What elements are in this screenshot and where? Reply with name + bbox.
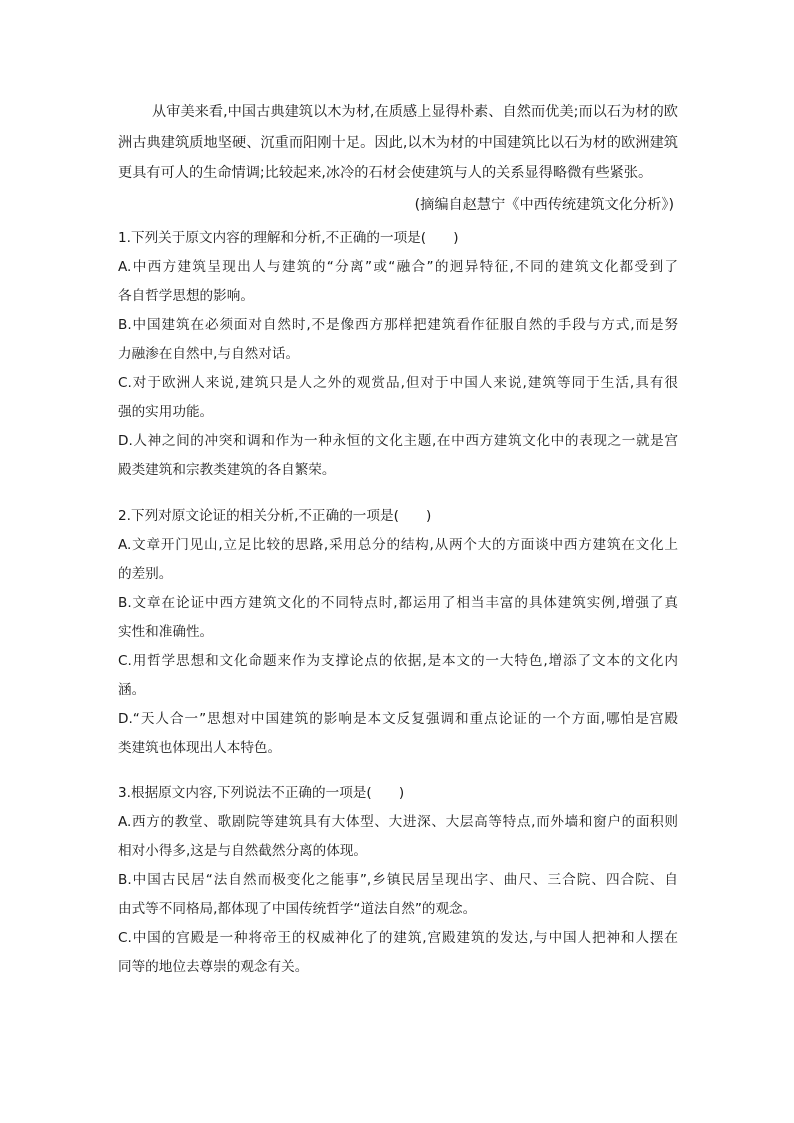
passage-paragraph: [118, 97, 678, 189]
option-line: A.中西方建筑呈现出人与建筑的“分离”或“融合”的迥异特征,不同的建筑文化都受到了: [118, 259, 678, 275]
option-line: 同等的地位去尊崇的观念有关。: [118, 959, 309, 975]
passage-line: 洲古典建筑质地坚硬、沉重而阳刚十足。因此,以木为材的中国建筑比以石为材的欧洲建筑: [118, 134, 678, 151]
question-3: [118, 779, 678, 982]
option-line: D.“天人合一”思想对中国建筑的影响是本文反复强调和重点论证的一个方面,哪怕是宫殿: [118, 711, 678, 727]
option-d: [118, 705, 678, 763]
option-c: [118, 647, 678, 705]
passage-line: 从审美来看,中国古典建筑以木为材,在质感上显得朴素、自然而优美;而以石为材的欧: [152, 104, 678, 120]
option-line: 涵。: [118, 682, 146, 698]
option-line: 强的实用功能。: [118, 404, 214, 420]
option-a: [118, 531, 678, 589]
question-stem: 2.下列对原文论证的相关分析,不正确的一项是( ): [118, 508, 432, 524]
option-line: C.对于欧洲人来说,建筑只是人之外的观赏品,但对于中国人来说,建筑等同于生活,具有很: [118, 375, 678, 391]
question-stem: 1.下列关于原文内容的理解和分析,不正确的一项是( ): [118, 230, 459, 246]
option-line: C.用哲学思想和文化命题来作为支撑论点的依据,是本文的一大特色,增添了文本的文化内: [118, 653, 678, 669]
option-b: [118, 311, 678, 369]
option-a: [118, 808, 678, 866]
question-stem: 3.根据原文内容,下列说法不正确的一项是( ): [118, 785, 405, 801]
passage-line: 更具有可人的生命情调;比较起来,冰冷的石材会使建筑与人的关系显得略微有些紧张。: [118, 165, 653, 181]
option-line: B.文章在论证中西方建筑文化的不同特点时,都运用了相当丰富的具体建筑实例,增强了真: [118, 595, 678, 611]
option-line: 由式等不同格局,都体现了中国传统哲学“道法自然”的观念。: [118, 901, 477, 917]
option-line: 相对小得多,这是与自然截然分离的体现。: [118, 843, 368, 859]
question-2: [118, 502, 678, 763]
option-line: 力融渗在自然中,与自然对话。: [118, 346, 300, 362]
option-a: [118, 253, 678, 311]
option-b: [118, 866, 678, 924]
option-b: [118, 589, 678, 647]
option-line: A.文章开门见山,立足比较的思路,采用总分的结构,从两个大的方面谈中西方建筑在文化上: [118, 537, 678, 553]
option-line: 实性和准确性。: [118, 624, 214, 640]
option-d: [118, 427, 678, 485]
option-line: A.西方的教堂、歌剧院等建筑具有大体型、大进深、大层高等特点,而外墙和窗户的面积则: [118, 814, 678, 830]
option-line: 殿类建筑和宗教类建筑的各自繁荣。: [118, 462, 336, 478]
option-c: [118, 369, 678, 427]
option-line: 类建筑也体现出人本特色。: [118, 740, 282, 756]
option-line: D.人神之间的冲突和调和作为一种永恒的文化主题,在中西方建筑文化中的表现之一就是宫: [118, 433, 678, 449]
option-line: B.中国古民居“法自然而极变化之能事”,乡镇民居呈现出字、曲尺、三合院、四合院、自: [118, 872, 678, 888]
option-line: C.中国的宫殿是一种将帝王的权威神化了的建筑,宫殿建筑的发达,与中国人把神和人摆在: [118, 930, 678, 946]
option-line: B.中国建筑在必须面对自然时,不是像西方那样把建筑看作征服自然的手段与方式,而是努: [118, 317, 678, 333]
question-1: [118, 224, 678, 485]
option-line: 各自哲学思想的影响。: [118, 288, 254, 304]
option-c: [118, 924, 678, 982]
option-line: 的差别。: [118, 566, 173, 582]
passage-source: (摘编自赵慧宁《中西传统建筑文化分析》): [414, 197, 674, 213]
